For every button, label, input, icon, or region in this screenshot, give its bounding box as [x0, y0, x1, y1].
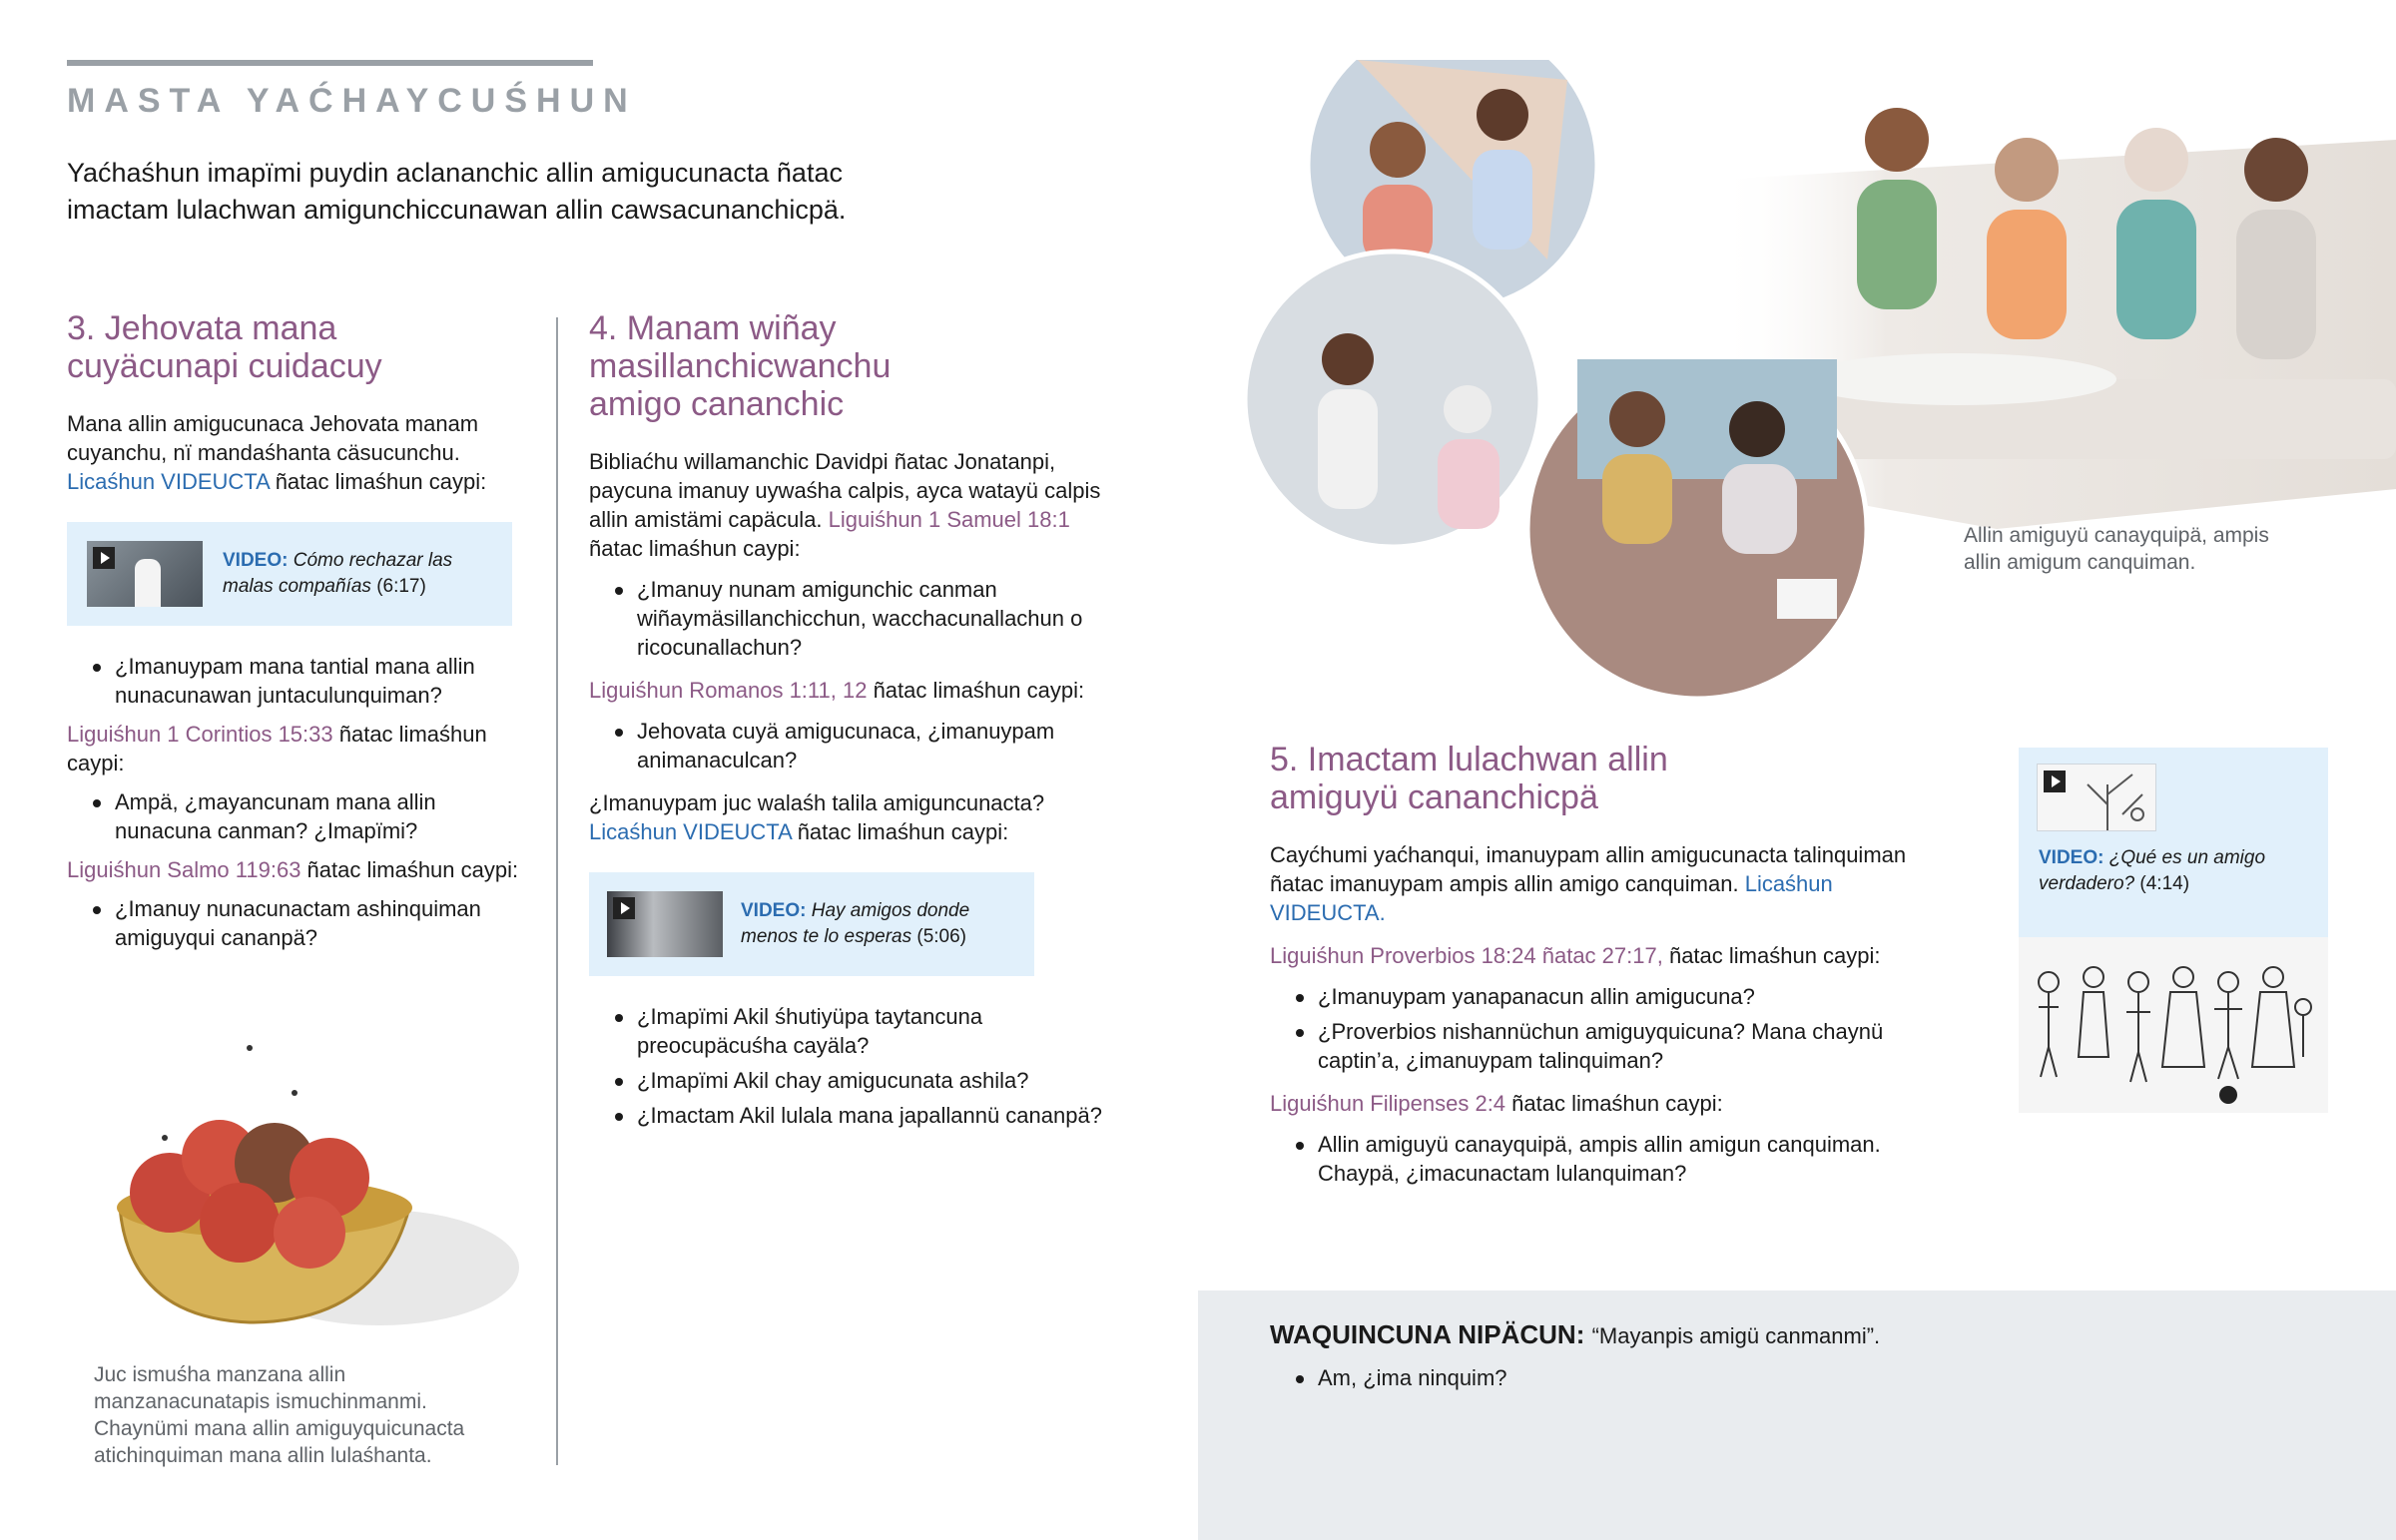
fly-icon	[292, 1090, 298, 1096]
person-head	[1477, 89, 1528, 141]
person-body	[1987, 210, 2067, 339]
soccer-ball-icon	[2219, 1086, 2237, 1104]
others-say-questions	[1270, 1363, 2318, 1392]
sketch-people-illustration	[2019, 937, 2328, 1113]
section-3	[67, 309, 536, 958]
section-5-body	[1270, 840, 1929, 927]
section-4-body	[589, 447, 1128, 563]
others-say	[1270, 1317, 2318, 1398]
person-body	[1857, 180, 1937, 309]
section-4-questions-c	[589, 1002, 1128, 1130]
person-body	[1722, 464, 1797, 554]
apple	[200, 1183, 280, 1263]
video-thumbnail	[607, 891, 723, 957]
ref-suffix: ñatac limaśhun caypi:	[300, 857, 519, 882]
scripture-ref-romanos	[589, 676, 1128, 705]
person-head	[2244, 138, 2308, 202]
ref-suffix: ñatac limaśhun caypi:	[1505, 1091, 1723, 1116]
section-5-video-link[interactable]: Licaśhun VIDEUCTA.	[1270, 871, 1833, 925]
play-icon	[2044, 770, 2066, 792]
section-5-title: 5. Imactam lulachwan allin amiguyü cananchicpä	[1270, 741, 1668, 816]
section-4-questions-a	[589, 575, 1128, 662]
section-3-body	[67, 409, 536, 496]
section-5-body-text: Cayćhumi yaćhanqui, imanuypam allin amigucunacta talinquiman ñatac imanuypam ampis allin amigo canquiman.	[1270, 842, 1907, 896]
section-5	[1270, 741, 1949, 1194]
column-divider	[556, 317, 558, 1465]
section-5-questions-a	[1270, 982, 1949, 1075]
scripture-ref-2	[67, 855, 536, 884]
question: ¿Imactam Akil lulala mana japallannü cananpä?	[589, 1101, 1128, 1130]
tissue-box	[1777, 579, 1837, 619]
person-head	[1995, 138, 2059, 202]
person-head	[1609, 391, 1665, 447]
video-title: Cómo rechazar las malas compañías	[223, 550, 453, 597]
section-3-questions-b	[67, 787, 536, 845]
person-head	[2124, 128, 2188, 192]
section-4-video-link[interactable]: Licaśhun VIDEUCTA	[589, 819, 792, 844]
apple	[274, 1197, 345, 1269]
others-say-label: WAQUINCUNA NIPÄCUN:	[1270, 1319, 1585, 1349]
person-head	[1444, 385, 1492, 433]
video-keyword: VIDEO:	[223, 550, 289, 571]
question: ¿Imanuy nunam amigunchic canman wiñaymäsillanchicchun, wacchacunallachun o ricocunallachun?	[589, 575, 1128, 662]
person-head	[1370, 122, 1426, 178]
video-thumbnail	[2037, 764, 2156, 831]
person-body	[2236, 210, 2316, 359]
header-rule	[67, 60, 593, 66]
ref-suffix: ñatac limaśhun caypi:	[589, 536, 801, 561]
section-4-body-text: Bibliaćhu willamanchic Davidpi ñatac Jonatanpi, paycuna imanuy uywaśha calpis, ayca watayü calpis allin amistämi capäcula.	[589, 449, 1101, 532]
friendship-illustration	[1238, 60, 2396, 709]
video-label	[2039, 845, 2308, 897]
person-head	[1865, 108, 1929, 172]
section-3-questions-a	[67, 652, 536, 710]
question: ¿Imanuypam yanapanacun allin amigucuna?	[1270, 982, 1949, 1011]
question: Allin amiguyü canayquipä, ampis allin amigun canquiman. Chaypä, ¿imacunactam lulanquiman?	[1270, 1130, 1949, 1188]
section-4-video-intro	[589, 788, 1128, 846]
video-title: Hay amigos donde menos te lo esperas	[741, 900, 970, 947]
scripture-link[interactable]: Liguiśhun Filipenses 2:4	[1270, 1091, 1506, 1116]
play-icon	[93, 547, 115, 569]
page-title: MASTA YAĆHAYCUŚHUN	[67, 82, 637, 120]
question: Jehovata cuyä amigucunaca, ¿imanuypam animanaculcan?	[589, 717, 1128, 774]
video-thumbnail	[87, 541, 203, 607]
scripture-link[interactable]: Liguiśhun Romanos 1:11, 12	[589, 678, 868, 703]
others-say-line	[1270, 1317, 2318, 1353]
section-4-title: 4. Manam wiñay masillanchicwanchu amigo cananchic	[589, 309, 892, 423]
video-duration: (6:17)	[376, 576, 426, 597]
scripture-ref-filipenses	[1270, 1089, 1949, 1118]
question: ¿Imapïmi Akil chay amigucunata ashila?	[589, 1066, 1128, 1095]
section-3-body-text: Mana allin amigucunaca Jehovata manam cuyanchu, nï mandaśhanta cäsucunchu.	[67, 411, 479, 465]
question: ¿Imapïmi Akil śhutiyüpa taytancuna preocupäcuśha cayäla?	[589, 1002, 1128, 1060]
person-body	[1473, 150, 1532, 250]
scripture-ref-proverbios	[1270, 941, 1949, 970]
question: Am, ¿ima ninquim?	[1270, 1363, 2318, 1392]
person-figure	[135, 559, 161, 607]
video-keyword: VIDEO:	[741, 900, 807, 921]
scripture-link[interactable]: Liguiśhun Salmo 119:63	[67, 857, 301, 882]
scripture-link[interactable]: Liguiśhun 1 Corintios 15:33	[67, 722, 333, 747]
question-text: ¿Imanuypam juc walaśh talila amiguncunacta?	[589, 790, 1045, 815]
person-head	[1729, 401, 1785, 457]
section-3-link-suffix: ñatac limaśhun caypi:	[269, 469, 487, 494]
question: ¿Proverbios nishannüchun amiguyquicuna? Mana chaynü captin’a, ¿imanuypam talinquiman?	[1270, 1017, 1949, 1075]
ref-suffix: ñatac limaśhun caypi:	[867, 678, 1085, 703]
ref-suffix: ñatac limaśhun caypi:	[791, 819, 1009, 844]
apple-bowl-illustration	[100, 1038, 519, 1337]
intro-text: Yaćhaśhun imapïmi puydin aclananchic allin amigucunacta ñatac imactam lulachwan amigunchiccunawan allin cawsacunanchicpä.	[67, 158, 847, 225]
section-5-questions-b	[1270, 1130, 1949, 1188]
question: Ampä, ¿mayancunam mana allin nunacuna canman? ¿Imapïmi?	[67, 787, 536, 845]
person-head	[1322, 333, 1374, 385]
video-keyword: VIDEO:	[2039, 847, 2104, 868]
video-duration: (4:14)	[2139, 873, 2190, 894]
video-title: ¿Qué es un amigo verdadero?	[2039, 847, 2266, 894]
section-3-questions-c	[67, 894, 536, 952]
fly-icon	[247, 1045, 253, 1051]
play-icon	[613, 897, 635, 919]
fly-icon	[162, 1135, 168, 1141]
coffee-table	[1797, 353, 2116, 405]
ref-suffix: ñatac limaśhun caypi:	[67, 722, 487, 775]
illustration-caption: Allin amiguyü canayquipä, ampis allin amigum canquiman.	[1964, 524, 2269, 574]
ref-suffix: ñatac limaśhun caypi:	[1662, 943, 1881, 968]
section-4	[589, 309, 1128, 1136]
person-body	[1318, 389, 1378, 509]
apple-caption: Juc ismuśha manzana allin manzanacunatapis ismuchinmanmi. Chaynümi mana allin amiguyquicunacta atichinquiman mana allin lulaśhanta.	[94, 1363, 465, 1467]
section-4-questions-b	[589, 717, 1128, 774]
video-duration: (5:06)	[916, 926, 967, 947]
video-card-rechazar[interactable]	[67, 522, 512, 626]
video-label	[223, 548, 472, 600]
person-body	[2116, 200, 2196, 339]
video-card-amigo-verdadero[interactable]	[2019, 748, 2328, 1113]
others-say-quote: “Mayanpis amigü canmanmi”.	[1591, 1323, 1881, 1348]
video-card-hay-amigos[interactable]	[589, 872, 1034, 976]
question: ¿Imanuypam mana tantial mana allin nunacunawan juntaculunquiman?	[67, 652, 536, 710]
question: ¿Imanuy nunacunactam ashinquiman amiguyqui cananpä?	[67, 894, 536, 952]
video-label	[741, 898, 1000, 950]
section-3-video-link[interactable]: Licaśhun VIDEUCTA	[67, 469, 270, 494]
scripture-ref-1	[67, 720, 536, 777]
scripture-link[interactable]: Liguiśhun Proverbios 18:24 ñatac 27:17,	[1270, 943, 1663, 968]
section-3-title: 3. Jehovata mana cuyäcunapi cuidacuy	[67, 309, 382, 385]
person-body	[1438, 439, 1499, 529]
person-body	[1602, 454, 1672, 544]
scripture-link[interactable]: Liguiśhun 1 Samuel 18:1	[828, 507, 1070, 532]
